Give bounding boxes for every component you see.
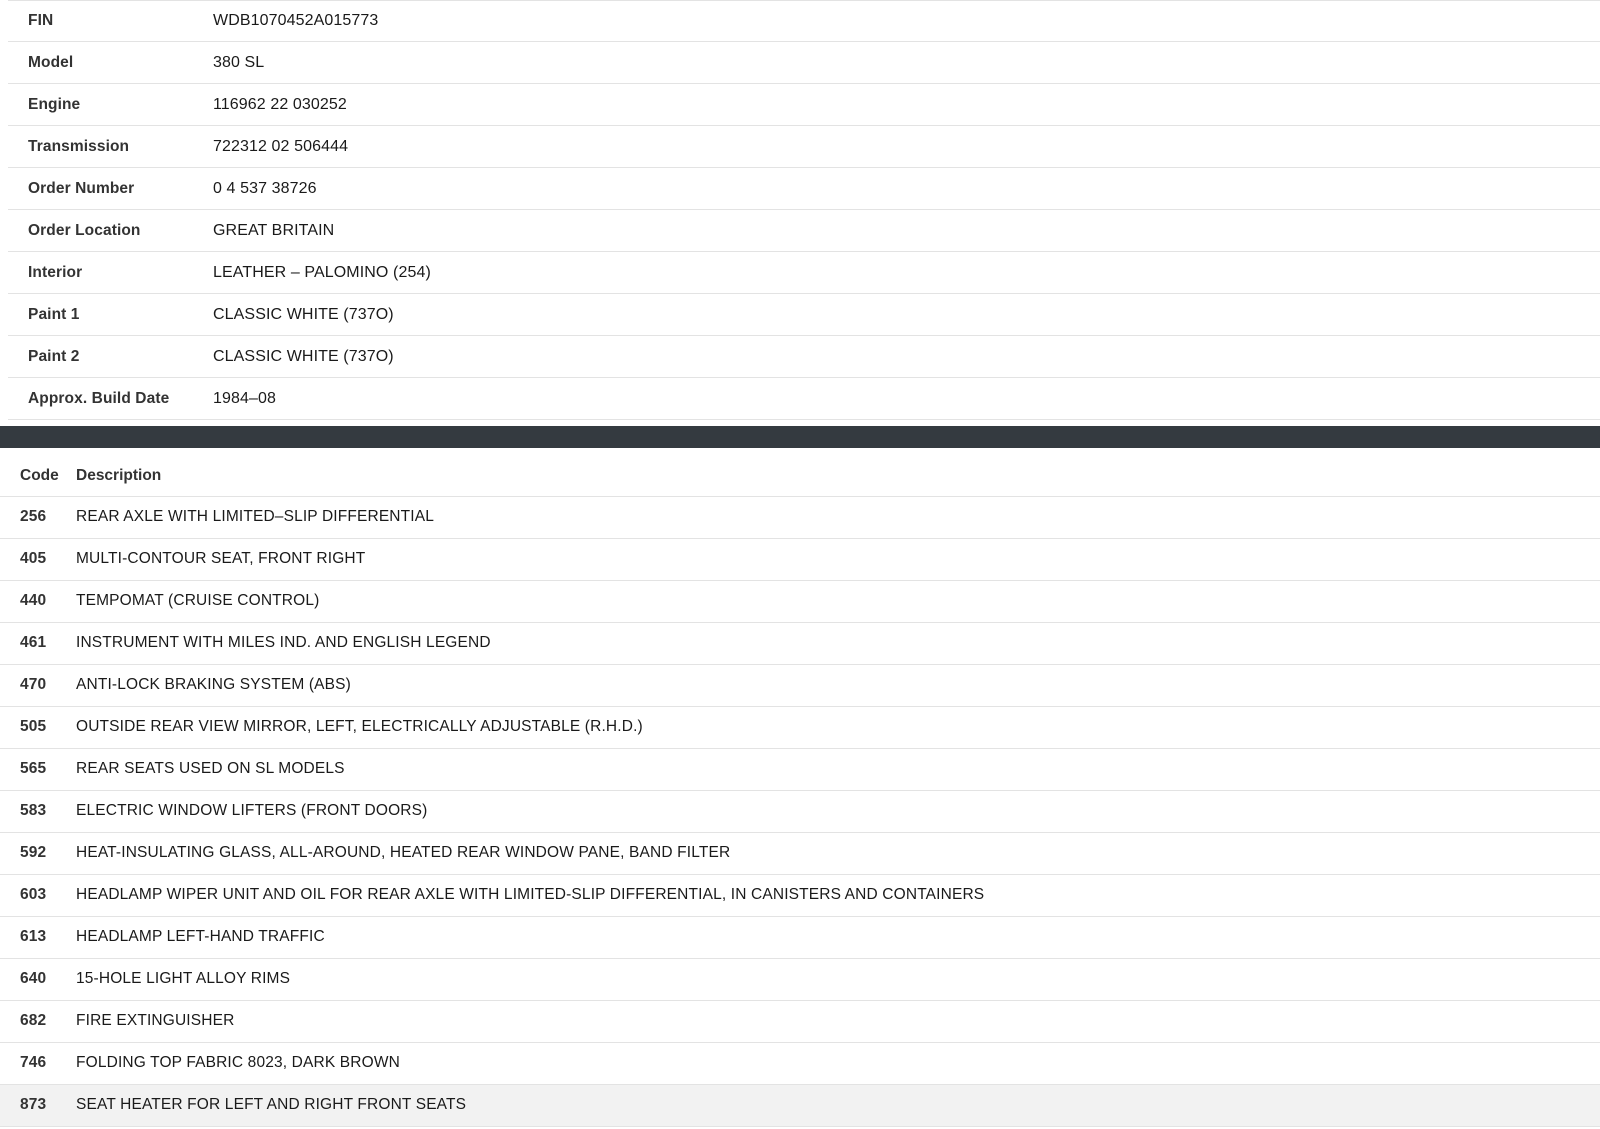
vehicle-detail-row [8, 252, 1600, 294]
vehicle-detail-row [8, 210, 1600, 252]
column-header-code: Code [0, 456, 76, 496]
table-row[interactable] [0, 832, 1600, 874]
option-description-cell: HEADLAMP WIPER UNIT AND OIL FOR REAR AXLE WITH LIMITED-SLIP DIFFERENTIAL, IN CANISTERS AND CONTAINERS [76, 874, 1600, 916]
vehicle-detail-label: Order Number [28, 179, 135, 197]
option-code-cell: 583 [0, 790, 76, 832]
table-header-row [0, 456, 1600, 496]
table-row[interactable] [0, 706, 1600, 748]
section-divider-band [0, 426, 1600, 448]
option-description-cell: REAR AXLE WITH LIMITED–SLIP DIFFERENTIAL [76, 496, 1600, 538]
option-code-cell: 405 [0, 538, 76, 580]
vehicle-detail-value: 722312 02 506444 [213, 137, 349, 155]
vehicle-detail-value: 1984–08 [213, 389, 276, 407]
vehicle-detail-value: CLASSIC WHITE (737O) [213, 347, 394, 365]
option-description-cell: 15-HOLE LIGHT ALLOY RIMS [76, 958, 1600, 1000]
vehicle-detail-value: LEATHER – PALOMINO (254) [213, 263, 431, 281]
option-description-cell: ANTI-LOCK BRAKING SYSTEM (ABS) [76, 664, 1600, 706]
option-code-cell: 592 [0, 832, 76, 874]
vehicle-detail-label: Approx. Build Date [28, 389, 170, 407]
vehicle-detail-value: WDB1070452A015773 [213, 12, 379, 29]
option-codes-table-body [0, 496, 1600, 1126]
vehicle-detail-row [8, 378, 1600, 420]
vehicle-detail-label: Paint 1 [28, 305, 80, 323]
vehicle-detail-row [8, 0, 1600, 42]
option-description-cell: ELECTRIC WINDOW LIFTERS (FRONT DOORS) [76, 790, 1600, 832]
option-code-cell: 470 [0, 664, 76, 706]
option-description-cell: FIRE EXTINGUISHER [76, 1000, 1600, 1042]
option-code-cell: 640 [0, 958, 76, 1000]
vehicle-detail-label: Model [28, 53, 74, 71]
option-description-cell: HEADLAMP LEFT-HAND TRAFFIC [76, 916, 1600, 958]
option-code-cell: 440 [0, 580, 76, 622]
vehicle-details-list [8, 0, 1600, 420]
option-code-cell: 565 [0, 748, 76, 790]
table-row[interactable] [0, 1000, 1600, 1042]
vehicle-detail-row [8, 126, 1600, 168]
vehicle-detail-label: FIN [28, 12, 54, 29]
table-row[interactable] [0, 1042, 1600, 1084]
vehicle-detail-value: 116962 22 030252 [213, 95, 347, 113]
vehicle-detail-row [8, 42, 1600, 84]
table-row[interactable] [0, 916, 1600, 958]
option-code-cell: 746 [0, 1042, 76, 1084]
vehicle-details-card [0, 0, 1600, 420]
table-row[interactable] [0, 622, 1600, 664]
table-row[interactable] [0, 496, 1600, 538]
table-row[interactable] [0, 958, 1600, 1000]
band-spacer-bottom [0, 448, 1600, 456]
vehicle-detail-label: Order Location [28, 221, 141, 239]
option-description-cell: OUTSIDE REAR VIEW MIRROR, LEFT, ELECTRICALLY ADJUSTABLE (R.H.D.) [76, 706, 1600, 748]
option-codes-table [0, 456, 1600, 1127]
vehicle-detail-row [8, 168, 1600, 210]
option-description-cell: HEAT-INSULATING GLASS, ALL-AROUND, HEATED REAR WINDOW PANE, BAND FILTER [76, 832, 1600, 874]
table-row[interactable] [0, 580, 1600, 622]
vehicle-detail-value: CLASSIC WHITE (737O) [213, 305, 394, 323]
table-row[interactable] [0, 790, 1600, 832]
table-row[interactable] [0, 1084, 1600, 1126]
vehicle-detail-row [8, 294, 1600, 336]
vehicle-detail-row [8, 84, 1600, 126]
option-code-cell: 505 [0, 706, 76, 748]
option-description-cell: REAR SEATS USED ON SL MODELS [76, 748, 1600, 790]
vehicle-detail-label: Paint 2 [28, 347, 80, 365]
vehicle-detail-value: 0 4 537 38726 [213, 179, 317, 197]
table-row[interactable] [0, 538, 1600, 580]
vehicle-detail-value: GREAT BRITAIN [213, 221, 335, 239]
column-header-description: Description [76, 456, 1600, 496]
table-row[interactable] [0, 874, 1600, 916]
vehicle-detail-row [8, 336, 1600, 378]
option-code-cell: 256 [0, 496, 76, 538]
option-description-cell: SEAT HEATER FOR LEFT AND RIGHT FRONT SEATS [76, 1084, 1600, 1126]
option-code-cell: 613 [0, 916, 76, 958]
vehicle-detail-value: 380 SL [213, 53, 265, 71]
table-row[interactable] [0, 748, 1600, 790]
option-code-cell: 873 [0, 1084, 76, 1126]
option-description-cell: TEMPOMAT (CRUISE CONTROL) [76, 580, 1600, 622]
vehicle-detail-label: Transmission [28, 137, 130, 155]
option-code-cell: 603 [0, 874, 76, 916]
option-description-cell: INSTRUMENT WITH MILES IND. AND ENGLISH LEGEND [76, 622, 1600, 664]
option-description-cell: FOLDING TOP FABRIC 8023, DARK BROWN [76, 1042, 1600, 1084]
option-description-cell: MULTI-CONTOUR SEAT, FRONT RIGHT [76, 538, 1600, 580]
option-codes-table-head [0, 456, 1600, 496]
option-code-cell: 461 [0, 622, 76, 664]
table-row[interactable] [0, 664, 1600, 706]
vehicle-detail-label: Engine [28, 95, 81, 113]
vehicle-detail-label: Interior [28, 263, 83, 281]
option-code-cell: 682 [0, 1000, 76, 1042]
